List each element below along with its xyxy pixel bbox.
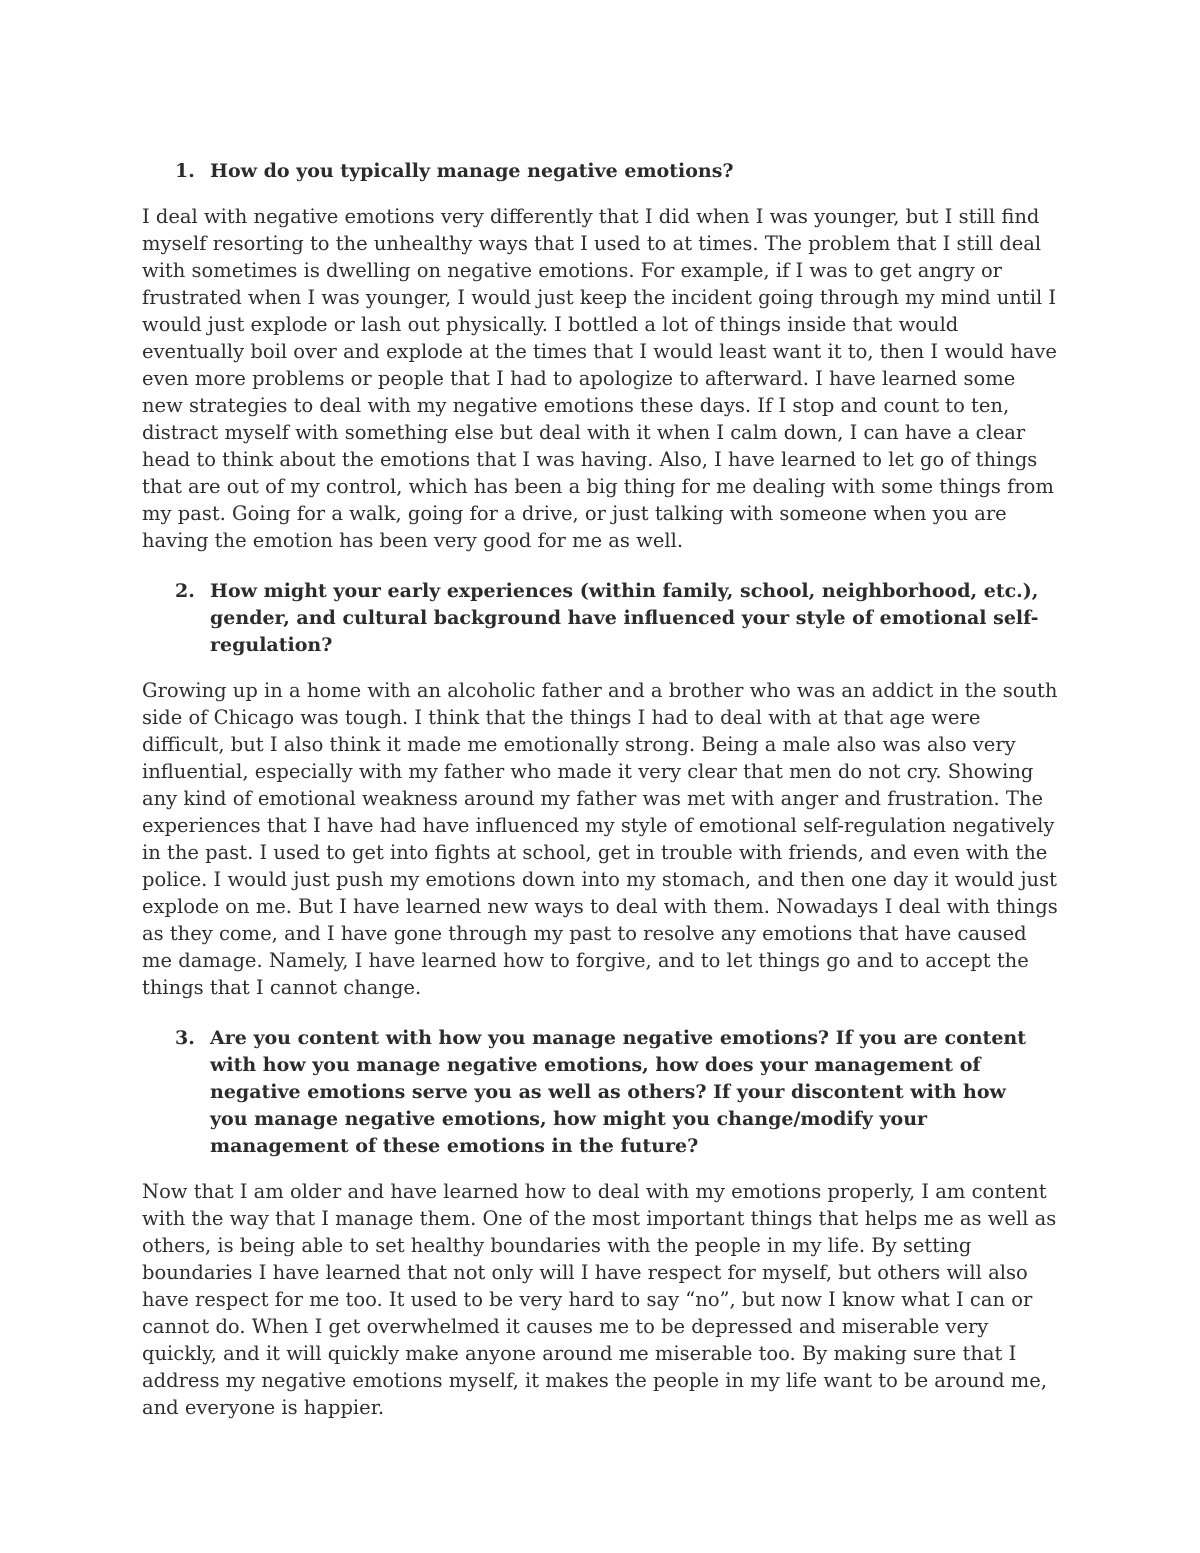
question-number-2: 2. <box>175 580 195 602</box>
question-block-2 <box>142 578 1060 1001</box>
question-number-1: 1. <box>175 160 195 182</box>
question-heading-2 <box>142 578 1060 659</box>
question-block-1 <box>142 158 1060 554</box>
question-heading-3 <box>142 1025 1060 1160</box>
answer-paragraph-1: I deal with negative emotions very differently that I did when I was younger, but I still find myself resorting to the unhealthy ways that I used to at times. The problem that I still deal with sometimes is dwelling on negative emotions. For example, if I was to get angry or frustrated when I was younger, I would just keep the incident going through my mind until I would just explode or lash out physically. I bottled a lot of things inside that would eventually boil over and explode at the times that I would least want it to, then I would have even more problems or people that I had to apologize to afterward. I have learned some new strategies to deal with my negative emotions these days. If I stop and count to ten, distract myself with something else but deal with it when I calm down, I can have a clear head to think about the emotions that I was having. Also, I have learned to let go of things that are out of my control, which has been a big thing for me dealing with some things from my past. Going for a walk, going for a drive, or just talking with someone when you are having the emotion has been very good for me as well. <box>142 205 1057 552</box>
question-text-2: How might your early experiences (within family, school, neighborhood, etc.), gender, and cultural background have influenced your style of emotional self-regulation? <box>210 580 1039 656</box>
answer-paragraph-2: Growing up in a home with an alcoholic father and a brother who was an addict in the south side of Chicago was tough. I think that the things I had to deal with at that age were difficult, but I also think it made me emotionally strong. Being a male also was also very influential, especially with my father who made it very clear that men do not cry. Showing any kind of emotional weakness around my father was met with anger and frustration. The experiences that I have had have influenced my style of emotional self-regulation negatively in the past. I used to get into fights at school, get in trouble with friends, and even with the police. I would just push my emotions down into my stomach, and then one day it would just explode on me. But I have learned new ways to deal with them. Nowadays I deal with things as they come, and I have gone through my past to resolve any emotions that have caused me damage. Namely, I have learned how to forgive, and to let things go and to accept the things that I cannot change. <box>142 679 1058 999</box>
question-text-3: Are you content with how you manage negative emotions? If you are content with how you manage negative emotions, how does your management of negative emotions serve you as well as others? If your discontent with how you manage negative emotions, how might you change/modify your management of these emotions in the future? <box>210 1027 1027 1157</box>
question-heading-1 <box>142 158 1060 185</box>
question-block-3 <box>142 1025 1060 1421</box>
answer-paragraph-3: Now that I am older and have learned how to deal with my emotions properly, I am content with the way that I manage them. One of the most important things that helps me as well as others, is being able to set healthy boundaries with the people in my life. By setting boundaries I have learned that not only will I have respect for myself, but others will also have respect for me too. It used to be very hard to say “no”, but now I know what I can or cannot do. When I get overwhelmed it causes me to be depressed and miserable very quickly, and it will quickly make anyone around me miserable too. By making sure that I address my negative emotions myself, it makes the people in my life want to be around me, and everyone is happier. <box>142 1180 1057 1419</box>
question-number-3: 3. <box>175 1027 195 1049</box>
question-text-1: How do you typically manage negative emotions? <box>210 160 734 182</box>
